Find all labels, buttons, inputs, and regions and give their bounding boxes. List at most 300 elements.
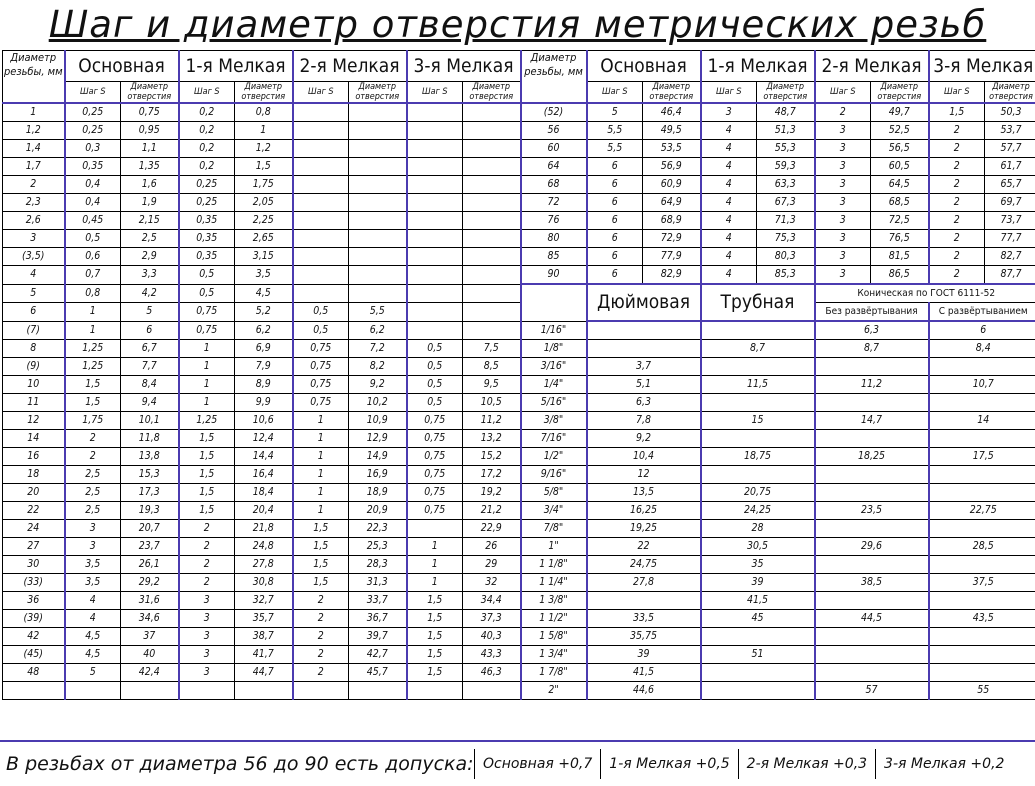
value-cell: 0,45 bbox=[65, 212, 121, 230]
value-cell-right: 68,5 bbox=[871, 194, 929, 212]
conical-no-ream-cell bbox=[815, 430, 929, 448]
group-header-right: Основная bbox=[587, 51, 701, 82]
value-cell: 0,4 bbox=[65, 194, 121, 212]
diameter-cell: 2,6 bbox=[3, 212, 65, 230]
value-cell: 33,7 bbox=[349, 592, 407, 610]
pipe-hole-cell: 51 bbox=[701, 646, 815, 664]
inch-size-cell: 5/16" bbox=[521, 394, 587, 412]
value-cell bbox=[407, 284, 463, 303]
diameter-cell: (7) bbox=[3, 321, 65, 340]
pipe-hole-cell bbox=[701, 430, 815, 448]
value-cell bbox=[407, 266, 463, 285]
pipe-hole-cell: 24,25 bbox=[701, 502, 815, 520]
conical-no-ream-cell: 44,5 bbox=[815, 610, 929, 628]
value-cell: 1,5 bbox=[407, 610, 463, 628]
value-cell-right: 3 bbox=[815, 266, 871, 285]
table-row bbox=[3, 556, 1035, 574]
value-cell: 0,3 bbox=[65, 140, 121, 158]
thread-table bbox=[2, 50, 1035, 700]
value-cell: 1,5 bbox=[179, 484, 235, 502]
pipe-hole-cell: 45 bbox=[701, 610, 815, 628]
value-cell: 11,2 bbox=[463, 412, 521, 430]
value-cell bbox=[349, 103, 407, 122]
value-cell bbox=[349, 266, 407, 285]
table-row bbox=[3, 248, 1035, 266]
value-cell: 3 bbox=[179, 628, 235, 646]
diameter-cell: (3,5) bbox=[3, 248, 65, 266]
value-cell-right: 48,7 bbox=[757, 103, 815, 122]
inch-hole-cell: 27,8 bbox=[587, 574, 701, 592]
value-cell: 1,5 bbox=[235, 158, 293, 176]
value-cell-right: 6 bbox=[587, 248, 643, 266]
pipe-hole-cell: 28 bbox=[701, 520, 815, 538]
conical-ream-cell bbox=[929, 592, 1035, 610]
value-cell: 5 bbox=[121, 303, 179, 322]
value-cell: 8,9 bbox=[235, 376, 293, 394]
value-cell bbox=[463, 303, 521, 322]
value-cell-right: 67,3 bbox=[757, 194, 815, 212]
diameter-cell-right: 80 bbox=[521, 230, 587, 248]
value-cell: 2 bbox=[179, 556, 235, 574]
pipe-hole-cell bbox=[701, 628, 815, 646]
diameter-cell: 2 bbox=[3, 176, 65, 194]
conical-ream-cell: 8,4 bbox=[929, 340, 1035, 358]
value-cell: 1,5 bbox=[407, 628, 463, 646]
inch-hole-cell: 13,5 bbox=[587, 484, 701, 502]
inch-size-cell: 3/4" bbox=[521, 502, 587, 520]
value-cell: 1,5 bbox=[293, 538, 349, 556]
value-cell: 1,5 bbox=[179, 448, 235, 466]
conical-header: Коническая по ГОСТ 6111-52 bbox=[815, 284, 1035, 303]
conical-no-ream-cell bbox=[815, 358, 929, 376]
table-row bbox=[3, 484, 1035, 502]
value-cell: 1 bbox=[293, 430, 349, 448]
table-row bbox=[3, 321, 1035, 340]
value-cell: 1 bbox=[65, 303, 121, 322]
diameter-cell: 1,4 bbox=[3, 140, 65, 158]
value-cell: 0,75 bbox=[293, 376, 349, 394]
hole-subheader: Диаметр отверстия bbox=[985, 82, 1035, 104]
value-cell bbox=[349, 176, 407, 194]
value-cell-right: 4 bbox=[701, 140, 757, 158]
value-cell bbox=[349, 122, 407, 140]
conical-no-ream-cell bbox=[815, 394, 929, 412]
value-cell: 29,2 bbox=[121, 574, 179, 592]
inch-size-cell: 1" bbox=[521, 538, 587, 556]
diameter-header: Диаметр резьбы, мм bbox=[3, 51, 65, 104]
tolerance-fine-1: 1-я Мелкая +0,5 bbox=[600, 749, 737, 779]
value-cell: 0,35 bbox=[179, 230, 235, 248]
value-cell: 2 bbox=[293, 628, 349, 646]
conical-ream-cell: 22,75 bbox=[929, 502, 1035, 520]
value-cell: 0,75 bbox=[179, 321, 235, 340]
value-cell: 1,5 bbox=[179, 502, 235, 520]
group-header-right: 3-я Мелкая bbox=[929, 51, 1035, 82]
value-cell: 3 bbox=[65, 520, 121, 538]
diameter-cell: 22 bbox=[3, 502, 65, 520]
conical-no-ream-cell bbox=[815, 628, 929, 646]
value-cell: 0,4 bbox=[65, 176, 121, 194]
value-cell: 41,7 bbox=[235, 646, 293, 664]
table-row bbox=[3, 194, 1035, 212]
conical-no-ream-cell: 29,6 bbox=[815, 538, 929, 556]
value-cell: 1,5 bbox=[293, 574, 349, 592]
hole-subheader: Диаметр отверстия bbox=[349, 82, 407, 104]
diameter-cell: 3 bbox=[3, 230, 65, 248]
conical-ream-cell: 55 bbox=[929, 682, 1035, 700]
diameter-cell-right: 85 bbox=[521, 248, 587, 266]
conical-no-ream-cell: 8,7 bbox=[815, 340, 929, 358]
diameter-cell-right: 56 bbox=[521, 122, 587, 140]
inch-hole-cell: 44,6 bbox=[587, 682, 701, 700]
value-cell: 28,3 bbox=[349, 556, 407, 574]
header-row bbox=[3, 51, 1035, 82]
pitch-subheader: Шаг S bbox=[929, 82, 985, 104]
value-cell: 9,9 bbox=[235, 394, 293, 412]
value-cell-right: 75,3 bbox=[757, 230, 815, 248]
value-cell: 1,75 bbox=[65, 412, 121, 430]
conical-no-ream-cell: 6,3 bbox=[815, 321, 929, 340]
inch-size-cell: 1 5/8" bbox=[521, 628, 587, 646]
conical-no-ream-cell bbox=[815, 466, 929, 484]
value-cell: 31,6 bbox=[121, 592, 179, 610]
value-cell: 26,1 bbox=[121, 556, 179, 574]
value-cell-right: 87,7 bbox=[985, 266, 1035, 285]
hole-subheader: Диаметр отверстия bbox=[235, 82, 293, 104]
value-cell: 7,7 bbox=[121, 358, 179, 376]
value-cell-right: 4 bbox=[701, 248, 757, 266]
conical-ream-cell: 28,5 bbox=[929, 538, 1035, 556]
table-row bbox=[3, 448, 1035, 466]
pipe-hole-cell bbox=[701, 321, 815, 340]
conical-ream-cell: 43,5 bbox=[929, 610, 1035, 628]
value-cell bbox=[65, 682, 121, 700]
value-cell: 12,9 bbox=[349, 430, 407, 448]
value-cell: 0,35 bbox=[179, 212, 235, 230]
conical-ream-cell bbox=[929, 556, 1035, 574]
pipe-hole-cell: 30,5 bbox=[701, 538, 815, 556]
group-header: Основная bbox=[65, 51, 179, 82]
value-cell: 31,3 bbox=[349, 574, 407, 592]
diameter-cell: 1 bbox=[3, 103, 65, 122]
diameter-header-right: Диаметр резьбы, мм bbox=[521, 51, 587, 104]
value-cell: 1,5 bbox=[179, 430, 235, 448]
value-cell-right: 6 bbox=[587, 176, 643, 194]
value-cell: 1 bbox=[235, 122, 293, 140]
value-cell-right: 3 bbox=[815, 248, 871, 266]
value-cell: 10,9 bbox=[349, 412, 407, 430]
value-cell bbox=[463, 176, 521, 194]
value-cell: 5,5 bbox=[349, 303, 407, 322]
value-cell: 1 bbox=[293, 466, 349, 484]
value-cell bbox=[349, 284, 407, 303]
table-row bbox=[3, 340, 1035, 358]
value-cell: 7,9 bbox=[235, 358, 293, 376]
inch-hole-cell: 9,2 bbox=[587, 430, 701, 448]
value-cell-right: 55,3 bbox=[757, 140, 815, 158]
value-cell bbox=[349, 212, 407, 230]
value-cell: 2 bbox=[179, 538, 235, 556]
value-cell: 3,3 bbox=[121, 266, 179, 285]
table-row bbox=[3, 682, 1035, 700]
value-cell: 8,4 bbox=[121, 376, 179, 394]
value-cell: 1,6 bbox=[121, 176, 179, 194]
value-cell-right: 6 bbox=[587, 158, 643, 176]
diameter-cell: 14 bbox=[3, 430, 65, 448]
value-cell: 6 bbox=[121, 321, 179, 340]
value-cell-right: 3 bbox=[815, 176, 871, 194]
value-cell: 2,5 bbox=[65, 502, 121, 520]
diameter-cell: 2,3 bbox=[3, 194, 65, 212]
value-cell: 6,2 bbox=[349, 321, 407, 340]
value-cell-right: 80,3 bbox=[757, 248, 815, 266]
inch-size-cell: 1/2" bbox=[521, 448, 587, 466]
conical-no-ream-cell bbox=[815, 592, 929, 610]
value-cell-right: 71,3 bbox=[757, 212, 815, 230]
diameter-cell: 20 bbox=[3, 484, 65, 502]
value-cell: 21,8 bbox=[235, 520, 293, 538]
value-cell: 1 bbox=[293, 484, 349, 502]
value-cell-right: 72,9 bbox=[643, 230, 701, 248]
value-cell-right: 59,3 bbox=[757, 158, 815, 176]
tolerance-note: В резьбах от диаметра 56 до 90 есть допуска: bbox=[6, 753, 474, 775]
hole-subheader: Диаметр отверстия bbox=[463, 82, 521, 104]
value-cell-right: 56,5 bbox=[871, 140, 929, 158]
value-cell: 1,25 bbox=[65, 358, 121, 376]
inch-size-cell: 1/8" bbox=[521, 340, 587, 358]
value-cell: 2 bbox=[65, 448, 121, 466]
value-cell bbox=[463, 230, 521, 248]
diameter-cell: 48 bbox=[3, 664, 65, 682]
value-cell: 0,5 bbox=[293, 303, 349, 322]
inch-size-cell: 2" bbox=[521, 682, 587, 700]
conical-ream-cell bbox=[929, 520, 1035, 538]
value-cell: 3 bbox=[65, 538, 121, 556]
value-cell: 0,75 bbox=[293, 394, 349, 412]
conical-ream-cell bbox=[929, 664, 1035, 682]
inch-hole-cell: 3,7 bbox=[587, 358, 701, 376]
group-header-right: 1-я Мелкая bbox=[701, 51, 815, 82]
value-cell: 3 bbox=[179, 610, 235, 628]
group-header: 1-я Мелкая bbox=[179, 51, 293, 82]
pipe-hole-cell: 11,5 bbox=[701, 376, 815, 394]
value-cell: 37 bbox=[121, 628, 179, 646]
conical-ream-cell: 10,7 bbox=[929, 376, 1035, 394]
conical-no-ream-cell: 11,2 bbox=[815, 376, 929, 394]
value-cell: 17,3 bbox=[121, 484, 179, 502]
value-cell: 0,75 bbox=[407, 502, 463, 520]
value-cell bbox=[349, 158, 407, 176]
value-cell: 1,5 bbox=[179, 466, 235, 484]
value-cell: 40,3 bbox=[463, 628, 521, 646]
group-header: 3-я Мелкая bbox=[407, 51, 521, 82]
inch-hole-cell: 6,3 bbox=[587, 394, 701, 412]
diameter-cell: 4 bbox=[3, 266, 65, 285]
value-cell: 1,5 bbox=[293, 556, 349, 574]
hole-subheader: Диаметр отверстия bbox=[643, 82, 701, 104]
value-cell: 5,2 bbox=[235, 303, 293, 322]
value-cell-right: 60,9 bbox=[643, 176, 701, 194]
value-cell: 0,2 bbox=[179, 158, 235, 176]
diameter-cell: 8 bbox=[3, 340, 65, 358]
value-cell: 2 bbox=[293, 646, 349, 664]
pitch-subheader: Шаг S bbox=[179, 82, 235, 104]
diameter-cell-right: 68 bbox=[521, 176, 587, 194]
value-cell: 0,75 bbox=[407, 448, 463, 466]
pitch-subheader: Шаг S bbox=[815, 82, 871, 104]
table-row bbox=[3, 230, 1035, 248]
value-cell-right: 52,5 bbox=[871, 122, 929, 140]
table-row bbox=[3, 266, 1035, 285]
inch-size-cell: 9/16" bbox=[521, 466, 587, 484]
value-cell: 2,5 bbox=[121, 230, 179, 248]
value-cell bbox=[463, 248, 521, 266]
pipe-hole-cell bbox=[701, 682, 815, 700]
diameter-cell: 30 bbox=[3, 556, 65, 574]
value-cell: 1,5 bbox=[65, 376, 121, 394]
value-cell: 2 bbox=[65, 430, 121, 448]
inch-hole-cell: 10,4 bbox=[587, 448, 701, 466]
value-cell: 13,8 bbox=[121, 448, 179, 466]
value-cell: 0,5 bbox=[179, 266, 235, 285]
value-cell: 10,5 bbox=[463, 394, 521, 412]
table-row bbox=[3, 592, 1035, 610]
inch-size-cell: 1 1/4" bbox=[521, 574, 587, 592]
value-cell: 26 bbox=[463, 538, 521, 556]
value-cell: 2 bbox=[293, 610, 349, 628]
table-row bbox=[3, 122, 1035, 140]
value-cell: 5 bbox=[65, 664, 121, 682]
inch-hole-cell: 41,5 bbox=[587, 664, 701, 682]
value-cell-right: 72,5 bbox=[871, 212, 929, 230]
value-cell bbox=[463, 284, 521, 303]
inch-hole-cell: 35,75 bbox=[587, 628, 701, 646]
value-cell: 18,9 bbox=[349, 484, 407, 502]
inch-size-cell: 1/16" bbox=[521, 321, 587, 340]
value-cell: 1 bbox=[179, 358, 235, 376]
inch-size-cell: 3/16" bbox=[521, 358, 587, 376]
value-cell: 10,2 bbox=[349, 394, 407, 412]
value-cell-right: 3 bbox=[815, 194, 871, 212]
value-cell bbox=[407, 321, 463, 340]
pipe-hole-cell: 15 bbox=[701, 412, 815, 430]
value-cell: 15,2 bbox=[463, 448, 521, 466]
value-cell: 19,3 bbox=[121, 502, 179, 520]
conical-ream-cell: 6 bbox=[929, 321, 1035, 340]
value-cell-right: 2 bbox=[929, 122, 985, 140]
value-cell: 8,2 bbox=[349, 358, 407, 376]
value-cell: 1 bbox=[407, 556, 463, 574]
pitch-subheader: Шаг S bbox=[65, 82, 121, 104]
value-cell bbox=[293, 158, 349, 176]
value-cell: 2 bbox=[179, 520, 235, 538]
value-cell bbox=[463, 212, 521, 230]
pipe-header: Трубная bbox=[701, 284, 815, 321]
diameter-cell: (33) bbox=[3, 574, 65, 592]
value-cell: 1,2 bbox=[235, 140, 293, 158]
value-cell: 3 bbox=[179, 646, 235, 664]
table-row bbox=[3, 664, 1035, 682]
value-cell: 2,25 bbox=[235, 212, 293, 230]
value-cell: 16,9 bbox=[349, 466, 407, 484]
value-cell bbox=[179, 682, 235, 700]
value-cell: 18,4 bbox=[235, 484, 293, 502]
value-cell: 6,7 bbox=[121, 340, 179, 358]
value-cell bbox=[293, 194, 349, 212]
value-cell: 4,5 bbox=[65, 646, 121, 664]
value-cell bbox=[407, 212, 463, 230]
value-cell bbox=[407, 230, 463, 248]
value-cell: 15,3 bbox=[121, 466, 179, 484]
inch-header: Дюймовая bbox=[587, 284, 701, 321]
value-cell: 0,2 bbox=[179, 103, 235, 122]
value-cell-right: 64,9 bbox=[643, 194, 701, 212]
value-cell-right: 86,5 bbox=[871, 266, 929, 285]
value-cell-right: 77,7 bbox=[985, 230, 1035, 248]
value-cell-right: 5,5 bbox=[587, 140, 643, 158]
value-cell: 43,3 bbox=[463, 646, 521, 664]
conical-ream-cell bbox=[929, 466, 1035, 484]
conical-ream-cell bbox=[929, 358, 1035, 376]
tolerance-fine-2: 2-я Мелкая +0,3 bbox=[738, 749, 875, 779]
value-cell: 0,75 bbox=[407, 484, 463, 502]
value-cell-right: 2 bbox=[929, 212, 985, 230]
value-cell-right: 82,9 bbox=[643, 266, 701, 285]
conical-ream-header: С развёртыванием bbox=[929, 303, 1035, 322]
value-cell: 0,5 bbox=[407, 358, 463, 376]
conical-no-ream-cell bbox=[815, 556, 929, 574]
value-cell: 10,1 bbox=[121, 412, 179, 430]
value-cell: 27,8 bbox=[235, 556, 293, 574]
diameter-cell: 12 bbox=[3, 412, 65, 430]
conical-ream-cell: 14 bbox=[929, 412, 1035, 430]
value-cell: 1 bbox=[293, 502, 349, 520]
value-cell-right: 4 bbox=[701, 266, 757, 285]
value-cell bbox=[407, 248, 463, 266]
value-cell: 1,5 bbox=[293, 520, 349, 538]
value-cell: 1,25 bbox=[179, 412, 235, 430]
value-cell: 0,35 bbox=[65, 158, 121, 176]
value-cell: 0,75 bbox=[179, 303, 235, 322]
table-row bbox=[3, 103, 1035, 122]
table-row bbox=[3, 538, 1035, 556]
pipe-hole-cell bbox=[701, 394, 815, 412]
value-cell-right: 2 bbox=[929, 266, 985, 285]
value-cell bbox=[349, 194, 407, 212]
value-cell bbox=[463, 194, 521, 212]
conical-ream-cell bbox=[929, 394, 1035, 412]
hole-subheader: Диаметр отверстия bbox=[871, 82, 929, 104]
value-cell: 24,8 bbox=[235, 538, 293, 556]
diameter-cell: 6 bbox=[3, 303, 65, 322]
value-cell: 14,4 bbox=[235, 448, 293, 466]
value-cell: 13,2 bbox=[463, 430, 521, 448]
value-cell: 36,7 bbox=[349, 610, 407, 628]
diameter-cell bbox=[3, 682, 65, 700]
value-cell bbox=[463, 103, 521, 122]
conical-ream-cell bbox=[929, 646, 1035, 664]
conical-ream-cell bbox=[929, 430, 1035, 448]
pipe-hole-cell: 39 bbox=[701, 574, 815, 592]
group-header: 2-я Мелкая bbox=[293, 51, 407, 82]
diameter-cell: 42 bbox=[3, 628, 65, 646]
value-cell: 40 bbox=[121, 646, 179, 664]
subheader-row bbox=[3, 82, 1035, 104]
table-row bbox=[3, 466, 1035, 484]
value-cell: 1 bbox=[293, 448, 349, 466]
value-cell-right: 4 bbox=[701, 194, 757, 212]
conical-no-ream-cell: 14,7 bbox=[815, 412, 929, 430]
